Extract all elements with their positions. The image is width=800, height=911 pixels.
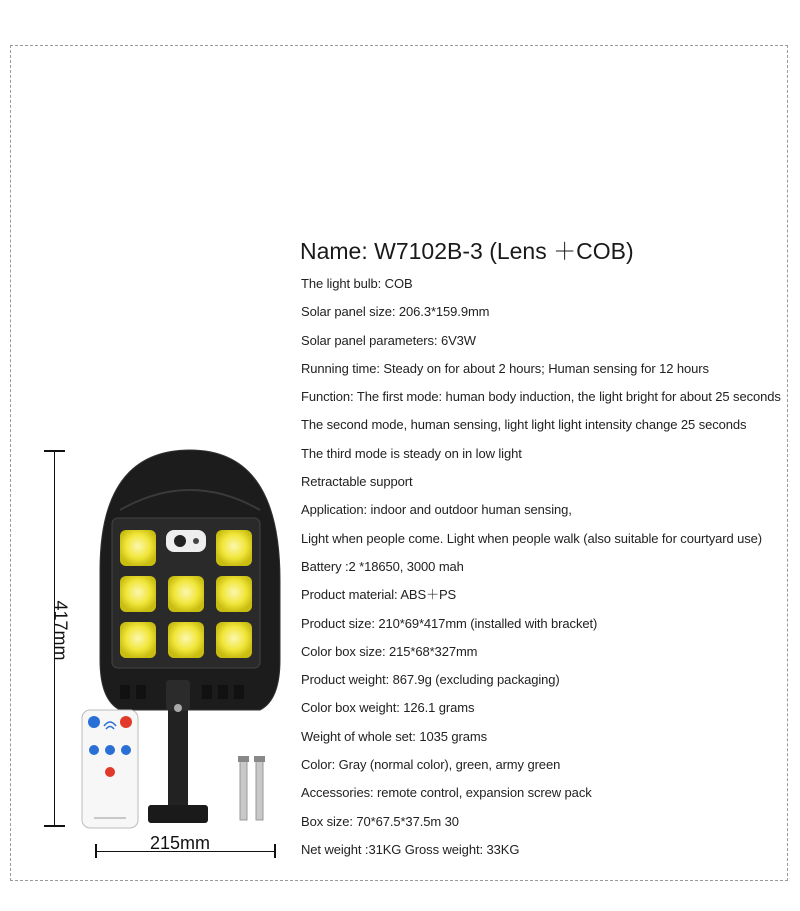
spec-line: Weight of whole set: 1035 grams — [301, 728, 487, 744]
spec-line: Product weight: 867.9g (excluding packaging) — [301, 672, 560, 688]
height-dimension-label: 417mm — [50, 600, 71, 661]
cob-light — [168, 576, 204, 612]
spec-line: The second mode, human sensing, light light light intensity change 25 seconds — [301, 417, 747, 433]
product-title: Name: W7102B-3 (Lens ＋COB) — [300, 238, 634, 264]
width-dimension-label: 215mm — [150, 833, 211, 853]
spec-line: The light bulb: COB — [301, 276, 413, 291]
spec-line: Running time: Steady on for about 2 hours; Human sensing for 12 hours — [301, 360, 709, 376]
spec-list — [301, 275, 781, 869]
spec-line: Solar panel size: 206.3*159.9mm — [301, 304, 490, 320]
cob-light — [216, 530, 252, 566]
expansion-screw-pack — [238, 756, 265, 820]
spec-line: Net weight :31KG Gross weight: 33KG — [301, 841, 520, 857]
spec-line: Function: The first mode: human body induction, the light bright for about 25 seconds — [301, 389, 781, 405]
height-dimension-cap-top — [44, 450, 65, 452]
mounting-base — [148, 805, 208, 823]
height-dimension-cap-bottom — [44, 825, 65, 827]
spec-line: Application: indoor and outdoor human sensing, — [301, 502, 572, 518]
spec-line: Product material: ABS＋PS — [301, 587, 457, 603]
remote-control — [82, 710, 138, 828]
spec-line: Color: Gray (normal color), green, army green — [301, 757, 561, 773]
spec-line: Color box size: 215*68*327mm — [301, 643, 478, 659]
cob-light — [120, 622, 156, 658]
cob-light — [216, 622, 252, 658]
spec-line: Solar panel parameters: 6V3W — [301, 332, 476, 348]
light-sensor-icon — [193, 538, 199, 544]
sensor-lens-icon — [174, 535, 186, 547]
spec-line: Color box weight: 126.1 grams — [301, 700, 475, 716]
cob-light — [120, 530, 156, 566]
solar-street-light-illustration — [80, 430, 300, 850]
spec-line: Box size: 70*67.5*37.5m 30 — [301, 813, 459, 829]
cob-light — [216, 576, 252, 612]
spec-line: The third mode is steady on in low light — [301, 445, 522, 461]
spec-line: Battery :2 *18650, 3000 mah — [301, 558, 464, 574]
cob-light — [120, 576, 156, 612]
cob-light — [168, 622, 204, 658]
screw-icon — [174, 704, 182, 712]
spec-line: Accessories: remote control, expansion screw pack — [301, 785, 592, 801]
mounting-pole — [168, 695, 188, 815]
spec-line: Product size: 210*69*417mm (installed with bracket) — [301, 615, 598, 631]
spec-line: Retractable support — [301, 474, 413, 490]
spec-line: Light when people come. Light when people walk (also suitable for courtyard use) — [301, 530, 762, 546]
